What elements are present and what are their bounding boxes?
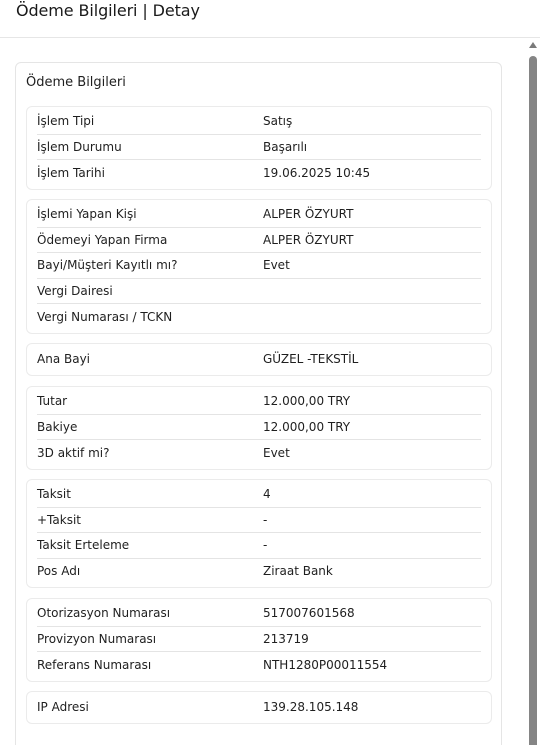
detail-row <box>37 304 481 330</box>
row-value: - <box>263 512 268 527</box>
row-label: İşlem Tarihi <box>37 165 105 180</box>
detail-row <box>37 279 481 305</box>
row-value: Ziraat Bank <box>263 564 333 579</box>
row-label: Taksit Erteleme <box>37 538 130 553</box>
transaction-group <box>26 106 492 190</box>
row-value: Evet <box>263 258 290 273</box>
row-label: Tutar <box>37 394 68 409</box>
row-value: 19.06.2025 10:45 <box>263 165 371 180</box>
detail-row <box>37 202 481 228</box>
row-label: 3D aktif mi? <box>37 445 110 460</box>
amount-group <box>26 386 492 470</box>
row-label: Provizyon Numarası <box>37 631 157 646</box>
detail-row <box>37 559 481 585</box>
row-label: İşlem Durumu <box>37 139 122 154</box>
page-title: Ödeme Bilgileri | Detay <box>16 1 200 20</box>
detail-row <box>37 601 481 627</box>
row-value: Evet <box>263 445 290 460</box>
row-label: Vergi Numarası / TCKN <box>37 309 173 324</box>
detail-row <box>37 652 481 678</box>
row-label: Referans Numarası <box>37 657 152 672</box>
row-label: İşlemi Yapan Kişi <box>37 207 137 222</box>
row-label: İşlem Tipi <box>37 114 95 129</box>
row-label: +Taksit <box>37 512 81 527</box>
row-value: 213719 <box>263 631 309 646</box>
detail-row <box>37 440 481 466</box>
detail-row <box>37 533 481 559</box>
payer-group <box>26 199 492 334</box>
detail-row <box>37 346 481 372</box>
detail-row <box>37 389 481 415</box>
row-value: 4 <box>263 487 271 502</box>
page-header <box>0 0 540 38</box>
row-value: 12.000,00 TRY <box>263 394 351 409</box>
card-title: Ödeme Bilgileri <box>26 75 126 90</box>
detail-row <box>37 109 481 135</box>
row-label: Pos Adı <box>37 564 81 579</box>
detail-row <box>37 482 481 508</box>
detail-row <box>37 627 481 653</box>
row-value: - <box>263 538 268 553</box>
detail-row <box>37 228 481 254</box>
row-value: ALPER ÖZYURT <box>263 207 354 222</box>
detail-scroll-area[interactable] <box>0 39 526 745</box>
detail-row <box>37 253 481 279</box>
row-value: Satış <box>263 114 293 129</box>
installment-group <box>26 479 492 588</box>
row-label: Ana Bayi <box>37 351 91 366</box>
row-label: Bakiye <box>37 419 78 434</box>
row-value: 12.000,00 TRY <box>263 419 351 434</box>
reference-group <box>26 598 492 682</box>
detail-row <box>37 694 481 720</box>
row-value: ALPER ÖZYURT <box>263 232 354 247</box>
scroll-up-arrow-icon[interactable] <box>529 42 537 48</box>
row-value: Başarılı <box>263 139 308 154</box>
row-value: 517007601568 <box>263 606 355 621</box>
dealer-group <box>26 343 492 376</box>
row-label: IP Adresi <box>37 699 89 714</box>
row-label: Otorizasyon Numarası <box>37 606 171 621</box>
ip-group <box>26 691 492 724</box>
row-label: Vergi Dairesi <box>37 283 113 298</box>
vertical-scrollbar[interactable] <box>526 39 540 745</box>
detail-row <box>37 508 481 534</box>
row-value: NTH1280P00011554 <box>263 657 388 672</box>
detail-row <box>37 135 481 161</box>
scroll-thumb[interactable] <box>529 56 537 745</box>
payment-info-card <box>15 62 502 745</box>
row-label: Bayi/Müşteri Kayıtlı mı? <box>37 258 178 273</box>
detail-row <box>37 160 481 186</box>
row-label: Taksit <box>37 487 71 502</box>
row-value: 139.28.105.148 <box>263 699 359 714</box>
row-value: GÜZEL -TEKSTİL <box>263 351 359 366</box>
row-label: Ödemeyi Yapan Firma <box>37 232 168 247</box>
detail-row <box>37 415 481 441</box>
